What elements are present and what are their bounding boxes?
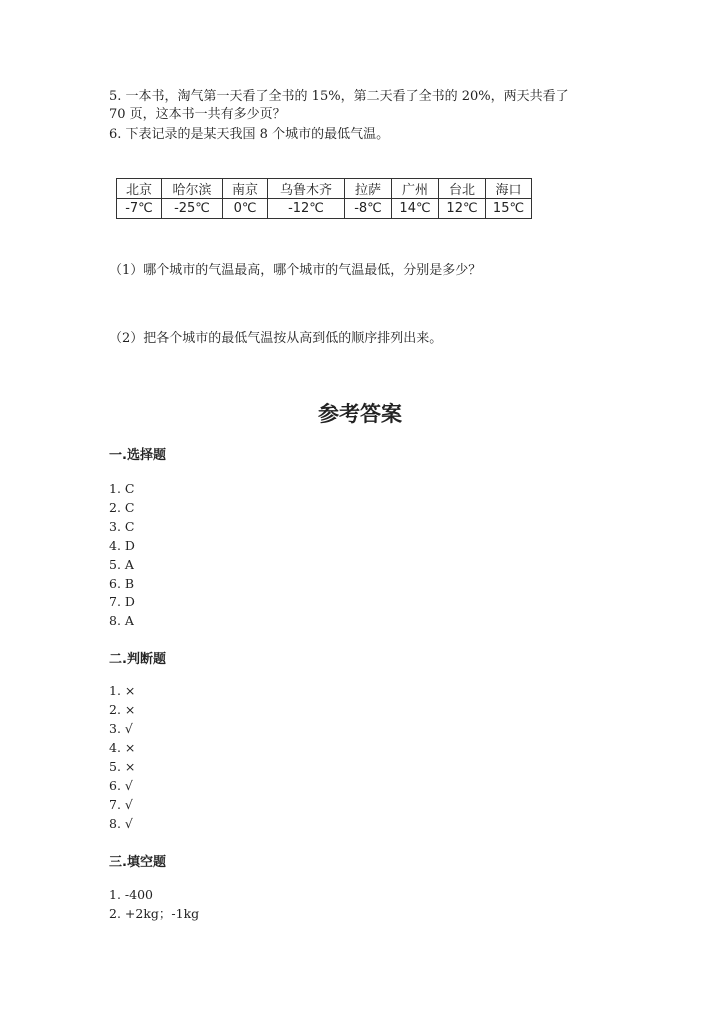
table-cell-temp: -25℃	[162, 199, 223, 219]
table-row-temps	[117, 199, 532, 219]
answer-item: 6. √	[109, 778, 133, 793]
section-heading-judge: 二.判断题	[109, 652, 166, 667]
answer-item: 1. C	[109, 481, 135, 496]
question-5-line-1: 5. 一本书，淘气第一天看了全书的 15%，第二天看了全书的 20%，两天共看了	[109, 89, 569, 104]
section-heading-fill: 三.填空题	[109, 855, 166, 870]
table-cell-city: 台北	[439, 179, 486, 199]
table-row-cities	[117, 179, 532, 199]
table-cell-city: 拉萨	[345, 179, 392, 199]
table-cell-temp: 15℃	[486, 199, 532, 219]
section-heading-choice: 一.选择题	[109, 448, 166, 463]
table-cell-city: 广州	[392, 179, 439, 199]
table-cell-city: 哈尔滨	[162, 179, 223, 199]
table-cell-temp: 0℃	[223, 199, 268, 219]
answer-item: 1. ×	[109, 683, 136, 698]
answer-item: 2. ×	[109, 702, 136, 717]
sub-question-1: （1）哪个城市的气温最高，哪个城市的气温最低，分别是多少？	[109, 263, 482, 278]
answer-item: 6. B	[109, 576, 135, 591]
answer-item: 8. A	[109, 613, 134, 628]
table-cell-temp: -12℃	[268, 199, 345, 219]
table-cell-temp: -7℃	[117, 199, 162, 219]
answer-item: 8. √	[109, 816, 133, 831]
table-cell-temp: 14℃	[392, 199, 439, 219]
answer-item: 4. ×	[109, 740, 136, 755]
sub-question-2: （2）把各个城市的最低气温按从高到低的顺序排列出来。	[109, 331, 443, 346]
answer-item: 5. ×	[109, 759, 136, 774]
answer-item: 2. C	[109, 500, 135, 515]
question-5-line-2: 70 页，这本书一共有多少页？	[109, 107, 286, 122]
temperature-table	[116, 178, 532, 219]
table-cell-city: 南京	[223, 179, 268, 199]
answer-item: 4. D	[109, 538, 135, 553]
question-6: 6. 下表记录的是某天我国 8 个城市的最低气温。	[109, 127, 390, 142]
answer-item: 3. C	[109, 519, 135, 534]
answer-item: 1. -400	[109, 887, 153, 902]
table-cell-temp: -8℃	[345, 199, 392, 219]
answer-item: 5. A	[109, 557, 134, 572]
table-cell-city: 海口	[486, 179, 532, 199]
answer-item: 3. √	[109, 721, 133, 736]
answer-item: 7. D	[109, 594, 135, 609]
answer-item: 7. √	[109, 797, 133, 812]
table-cell-city: 北京	[117, 179, 162, 199]
answer-item: 2. +2kg；-1kg	[109, 906, 200, 921]
table-cell-temp: 12℃	[439, 199, 486, 219]
answers-title: 参考答案	[318, 401, 402, 426]
table-cell-city: 乌鲁木齐	[268, 179, 345, 199]
